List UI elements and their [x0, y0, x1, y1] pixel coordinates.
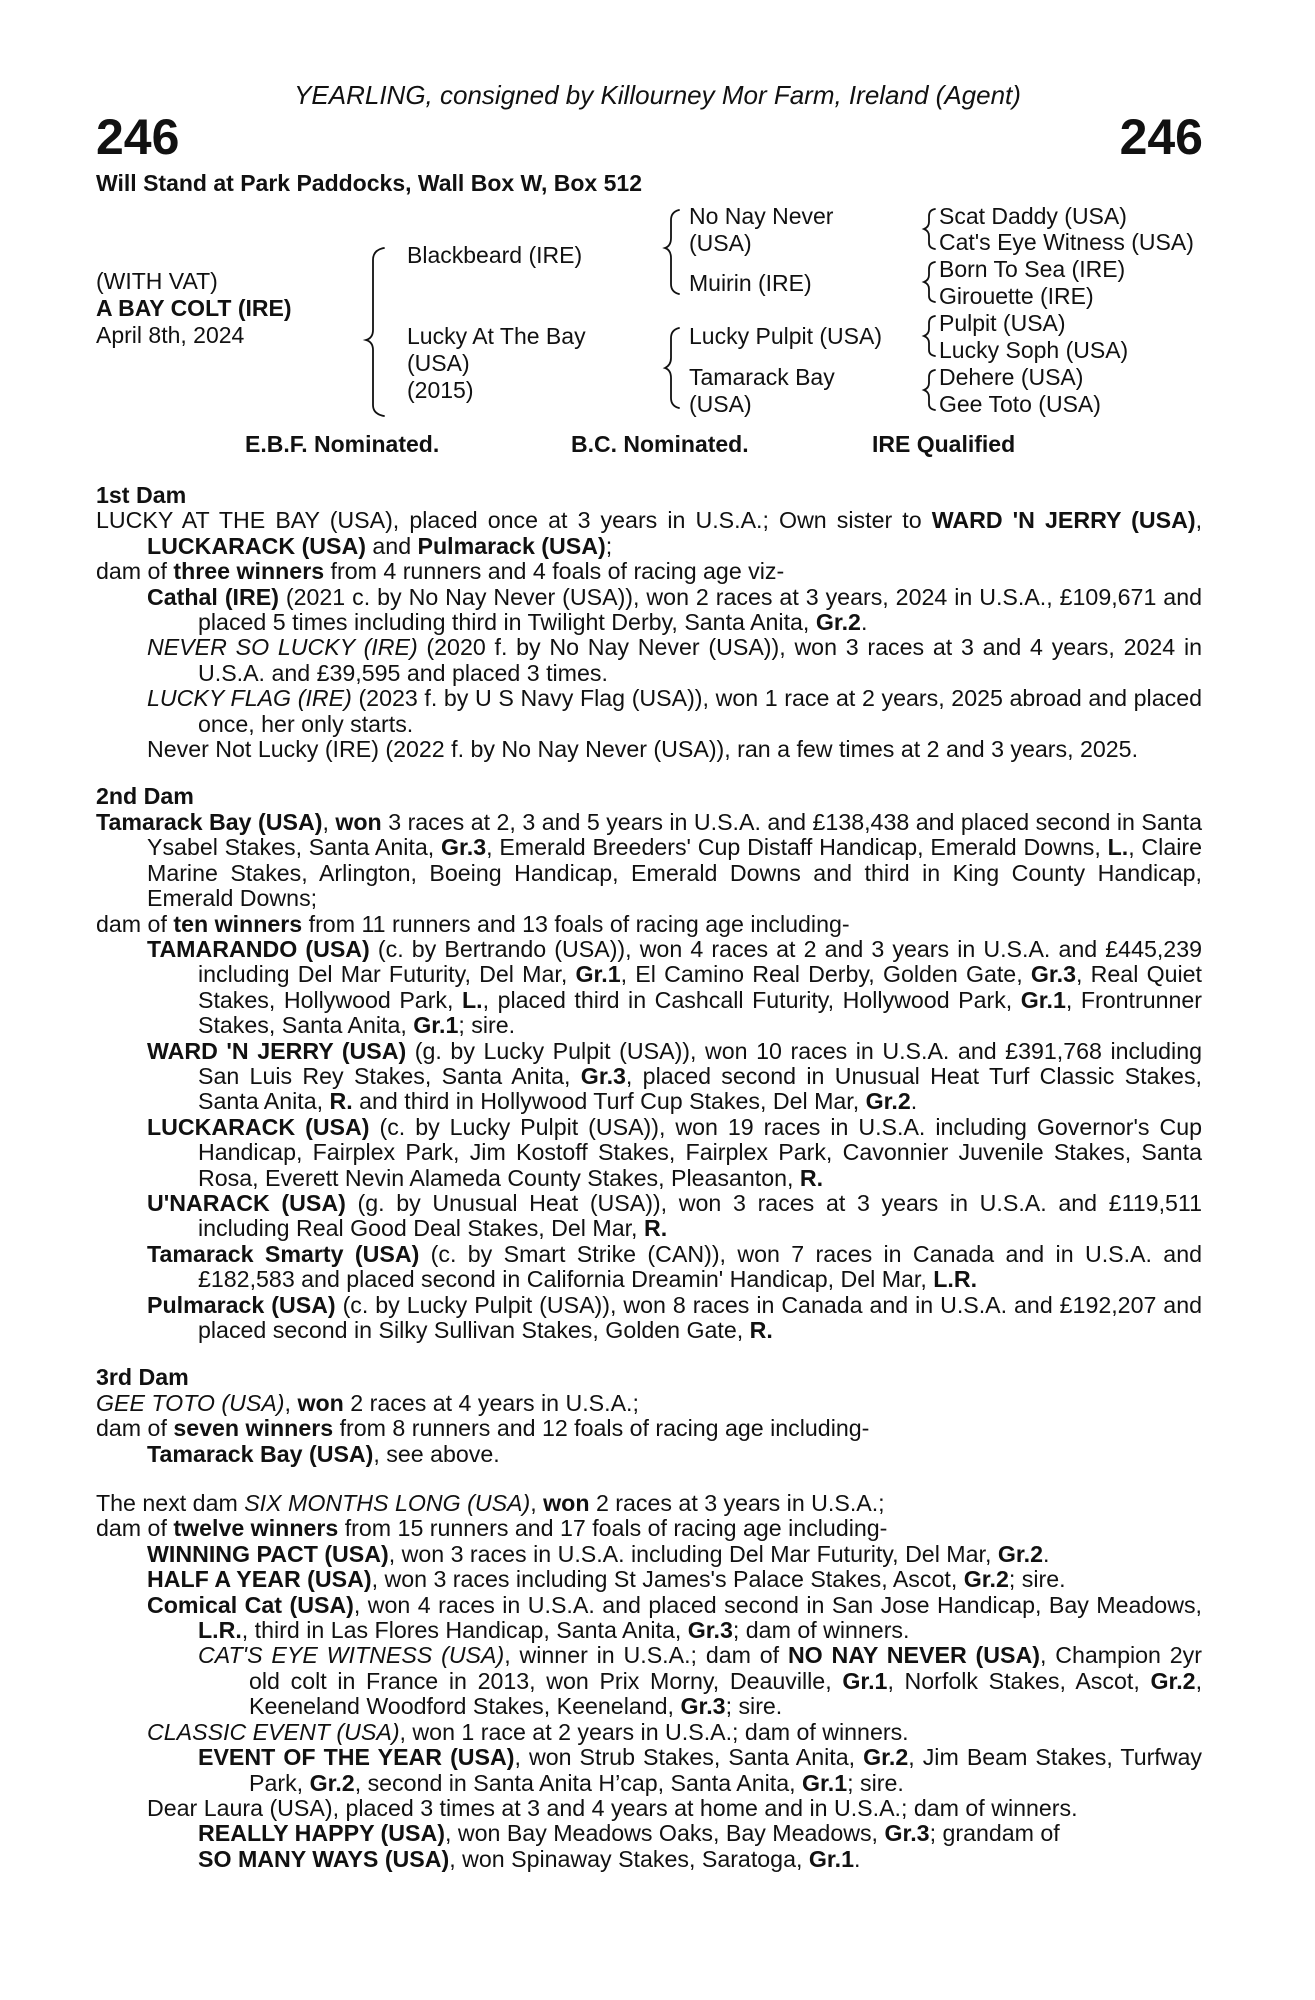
sire-dam: Muirin (IRE)	[689, 270, 812, 296]
first-dam-produce-summary: dam of three winners from 4 runners and 4 foals of racing age viz-	[96, 558, 785, 585]
horse-name: A BAY COLT (IRE)	[96, 295, 292, 321]
third-dam-summary: GEE TOTO (USA), won 2 races at 4 years in U.S.A.;	[96, 1389, 639, 1416]
produce-entry: NEVER SO LUCKY (IRE) (2020 f. by No Nay Never (USA)), won 3 races at 3 and 4 years, 2024 in U.S.A. and £39,595 and placed 3 times.	[147, 634, 1202, 686]
produce-entry: LUCKARACK (USA) (c. by Lucky Pulpit (USA)), won 19 races in U.S.A. including Governor's Cup Handicap, Fairplex Park, Jim Kostoff Stakes, Fairplex Park, Cavonnier Juvenile Stakes, Santa Rosa, Everett Nevin Alameda County Stakes, Pleasanton, R.	[147, 1113, 1202, 1191]
ire-qualification: IRE Qualified	[872, 431, 1016, 457]
produce-entry: Comical Cat (USA), won 4 races in U.S.A. and placed second in San Jose Handicap, Bay Meadows, L.R., third in Las Flores Handicap, Santa Anita, Gr.3; dam of winners.	[147, 1591, 1202, 1644]
produce-entry: HALF A YEAR (USA), won 3 races including St James's Palace Stakes, Ascot, Gr.2; sire.	[147, 1566, 1066, 1593]
sire-sire-line2: (USA)	[689, 230, 752, 256]
produce-entry: WARD 'N JERRY (USA) (g. by Lucky Pulpit (USA)), won 10 races in U.S.A. and £391,768 including San Luis Rey Stakes, Santa Anita, Gr.3, placed second in Unusual Heat Turf Classic Stakes, Santa Anita, R. and third in Hollywood Turf Cup Stakes, Del Mar, Gr.2.	[147, 1037, 1202, 1115]
produce-entry: U'NARACK (USA) (g. by Unusual Heat (USA)), won 3 races at 3 years in U.S.A. and £119,511 including Real Good Deal Stakes, Del Mar, R.	[147, 1189, 1202, 1242]
second-dam-produce-summary: dam of ten winners from 11 runners and 13 foals of racing age including-	[96, 910, 850, 937]
lot-number-left: 246	[96, 109, 180, 165]
produce-entry: Tamarack Bay (USA), see above.	[147, 1440, 500, 1467]
produce-entry: Never Not Lucky (IRE) (2022 f. by No Nay Never (USA)), ran a few times at 2 and 3 years, 2025.	[147, 736, 1139, 763]
bc-nomination: B.C. Nominated.	[571, 431, 749, 457]
produce-entry: Dear Laura (USA), placed 3 times at 3 and 4 years at home and in U.S.A.; dam of winners.	[147, 1794, 1078, 1821]
stand-location: Will Stand at Park Paddocks, Wall Box W, Box 512	[96, 170, 642, 196]
sire-sire-line1: No Nay Never	[689, 203, 834, 229]
ebf-nomination: E.B.F. Nominated.	[245, 431, 440, 457]
produce-entry: Tamarack Smarty (USA) (c. by Smart Strike (CAN)), won 7 races in Canada and in U.S.A. and £182,583 and placed second in California Dreamin' Handicap, Del Mar, L.R.	[147, 1240, 1202, 1293]
dam-dam-line1: Tamarack Bay	[689, 364, 835, 390]
gen3-sire-sire-dam: Cat's Eye Witness (USA)	[939, 229, 1194, 255]
second-dam-summary: Tamarack Bay (USA), won 3 races at 2, 3 and 5 years in U.S.A. and £138,438 and placed second in Santa Ysabel Stakes, Santa Anita, Gr.3, Emerald Breeders' Cup Distaff Handicap, Emerald Downs, L., Claire Marine Stakes, Arlington, Boeing Handicap, Emerald Downs and third in King County Handicap, Emerald Downs;	[96, 808, 1202, 912]
dam-name-line1: Lucky At The Bay	[407, 323, 586, 349]
produce-entry: CLASSIC EVENT (USA), won 1 race at 2 years in U.S.A.; dam of winners.	[147, 1718, 909, 1745]
gen3-sire-sire-sire: Scat Daddy (USA)	[939, 203, 1127, 229]
catalogue-body	[96, 483, 1202, 1872]
first-dam-summary: LUCKY AT THE BAY (USA), placed once at 3 years in U.S.A.; Own sister to WARD 'N JERRY (USA), LUCKARACK (USA) and Pulmarack (USA);	[96, 507, 1203, 559]
second-dam-heading: 2nd Dam	[96, 783, 194, 810]
descendant-entry: CAT'S EYE WITNESS (USA), winner in U.S.A.; dam of NO NAY NEVER (USA), Champion 2yr old colt in France in 2013, won Prix Morny, Deauville, Gr.1, Norfolk Stakes, Ascot, Gr.2, Keeneland Woodford Stakes, Keeneland, Gr.3; sire.	[198, 1642, 1203, 1720]
third-dam-produce-summary: dam of seven winners from 8 runners and 12 foals of racing age including-	[96, 1415, 870, 1442]
produce-entry: Pulmarack (USA) (c. by Lucky Pulpit (USA)), won 8 races in Canada and in U.S.A. and £192,207 and placed second in Silky Sullivan Stakes, Golden Gate, R.	[147, 1291, 1202, 1343]
gen3-sire-dam-dam: Girouette (IRE)	[939, 283, 1094, 309]
third-dam-heading: 3rd Dam	[96, 1364, 189, 1391]
produce-entry: Cathal (IRE) (2021 c. by No Nay Never (USA)), won 2 races at 3 years, 2024 in U.S.A., £109,671 and placed 5 times including third in Twilight Derby, Santa Anita, Gr.2.	[147, 583, 1202, 636]
descendant-entry: EVENT OF THE YEAR (USA), won Strub Stakes, Santa Anita, Gr.2, Jim Beam Stakes, Turfway Park, Gr.2, second in Santa Anita H’cap, Santa Anita, Gr.1; sire.	[198, 1744, 1202, 1796]
gen3-sire-dam-sire: Born To Sea (IRE)	[939, 256, 1126, 282]
produce-entry: LUCKY FLAG (IRE) (2023 f. by U S Navy Flag (USA)), won 1 race at 2 years, 2025 abroad and placed once, her only starts.	[147, 685, 1202, 737]
consignment-line: YEARLING, consigned by Killourney Mor Farm, Ireland (Agent)	[294, 80, 1021, 110]
first-dam-heading: 1st Dam	[96, 482, 187, 508]
dam-dam-line2: (USA)	[689, 391, 752, 417]
next-dam-produce-summary: dam of twelve winners from 15 runners and 17 foals of racing age including-	[96, 1515, 888, 1542]
sire-name: Blackbeard (IRE)	[407, 242, 583, 268]
vat-note: (WITH VAT)	[96, 268, 218, 294]
produce-entry: WINNING PACT (USA), won 3 races in U.S.A. including Del Mar Futurity, Del Mar, Gr.2.	[147, 1540, 1050, 1567]
produce-entry: TAMARANDO (USA) (c. by Bertrando (USA)), won 4 races at 2 and 3 years in U.S.A. and £445,239 including Del Mar Futurity, Del Mar, Gr.1, El Camino Real Derby, Golden Gate, Gr.3, Real Quiet Stakes, Hollywood Park, L., placed third in Cashcall Futurity, Hollywood Park, Gr.1, Frontrunner Stakes, Santa Anita, Gr.1; sire.	[147, 935, 1203, 1039]
foaling-date: April 8th, 2024	[96, 322, 245, 348]
dam-sire: Lucky Pulpit (USA)	[689, 323, 883, 349]
gen3-dam-sire-dam: Lucky Soph (USA)	[939, 337, 1129, 363]
gen3-dam-sire-sire: Pulpit (USA)	[939, 310, 1066, 336]
gen3-dam-dam-sire: Dehere (USA)	[939, 364, 1084, 390]
descendant-entry: SO MANY WAYS (USA), won Spinaway Stakes, Saratoga, Gr.1.	[198, 1845, 861, 1872]
dam-name-line2: (USA)	[407, 350, 470, 376]
dam-foaling-year: (2015)	[407, 377, 474, 403]
next-dam-summary: The next dam SIX MONTHS LONG (USA), won 2 races at 3 years in U.S.A.;	[96, 1490, 885, 1517]
descendant-entry: REALLY HAPPY (USA), won Bay Meadows Oaks, Bay Meadows, Gr.3; grandam of	[198, 1820, 1060, 1847]
lot-number-right: 246	[1119, 109, 1203, 165]
gen3-dam-dam-dam: Gee Toto (USA)	[939, 391, 1101, 417]
